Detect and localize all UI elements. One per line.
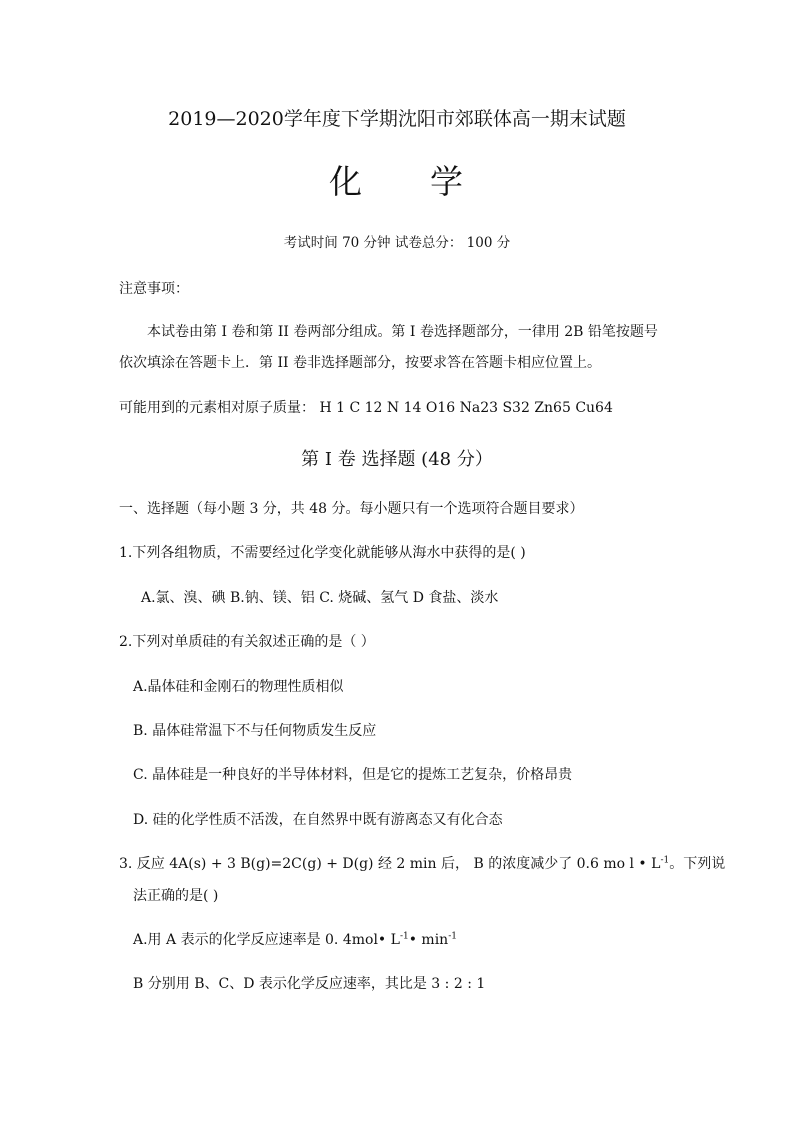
question-2-option-c: C. 晶体硅是一种良好的半导体材料，但是它的提炼工艺复杂，价格昂贵 <box>133 767 573 783</box>
question-3-exponent: -1 <box>660 855 670 866</box>
notice-heading: 注意事项： <box>119 281 189 297</box>
exam-title: 2019—2020学年度下学期沈阳市郊联体高一期末试题 <box>168 108 626 130</box>
question-3-option-b: B 分别用 B、C、D 表示化学反应速率，其比是 3 : 2 : 1 <box>133 976 486 992</box>
question-3-option-a-exponent-2: -1 <box>448 931 457 942</box>
question-2-stem: 2.下列对单质硅的有关叙述正确的是（ ） <box>119 634 375 650</box>
question-3-option-a-text: A.用 A 表示的化学反应速率是 0. 4mol• L <box>133 932 400 948</box>
question-1-options: A.氯、溴、碘 B.钠、镁、铝 C. 烧碱、氢气 D 食盐、淡水 <box>141 590 499 606</box>
subject-title-part2: 学 <box>430 162 465 201</box>
question-2-option-b: B. 晶体硅常温下不与任何物质发生反应 <box>133 723 377 739</box>
subject-title <box>0 160 794 204</box>
question-2-option-a: A.晶体硅和金刚石的物理性质相似 <box>133 679 344 695</box>
section-instruction: 一、选择题（每小题 3 分，共 48 分。每小题只有一个选项符合题目要求） <box>119 501 584 517</box>
subject-title-part1: 化 <box>329 162 364 201</box>
notice-line-1: 本试卷由第 Ⅰ 卷和第 II 卷两部分组成。第 Ⅰ 卷选择题部分，一律用 2B 铅笔按题号 <box>147 324 658 340</box>
question-3-stem-line-2: 法正确的是( ) <box>133 888 219 904</box>
atomic-masses: 可能用到的元素相对原子质量： H 1 C 12 N 14 O16 Na23 S32 Zn65 Cu64 <box>119 400 613 416</box>
notice-line-2: 依次填涂在答题卡上．第 II 卷非选择题部分，按要求答在答题卡相应位置上。 <box>119 355 601 371</box>
question-1-stem: 1.下列各组物质，不需要经过化学变化就能够从海水中获得的是( ) <box>119 545 526 561</box>
question-3-stem-line-1 <box>119 855 725 873</box>
question-3-option-a-exponent-1: -1 <box>399 931 409 942</box>
question-3-stem-tail: 。下列说 <box>669 856 726 872</box>
question-3-option-a <box>133 931 457 949</box>
question-3-stem-text: 3. 反应 4A(s) + 3 B(g)=2C(g) + D(g) 经 2 min 后， B 的浓度减少了 0.6 mo l • L <box>119 856 661 872</box>
exam-time-info: 考试时间 70 分钟 试卷总分： 100 分 <box>283 235 511 251</box>
question-3-option-a-unit: • min <box>408 932 449 948</box>
section-heading: 第 Ⅰ 卷 选择题 (48 分） <box>301 449 493 470</box>
question-2-option-d: D. 硅的化学性质不活泼，在自然界中既有游离态又有化合态 <box>133 812 503 828</box>
